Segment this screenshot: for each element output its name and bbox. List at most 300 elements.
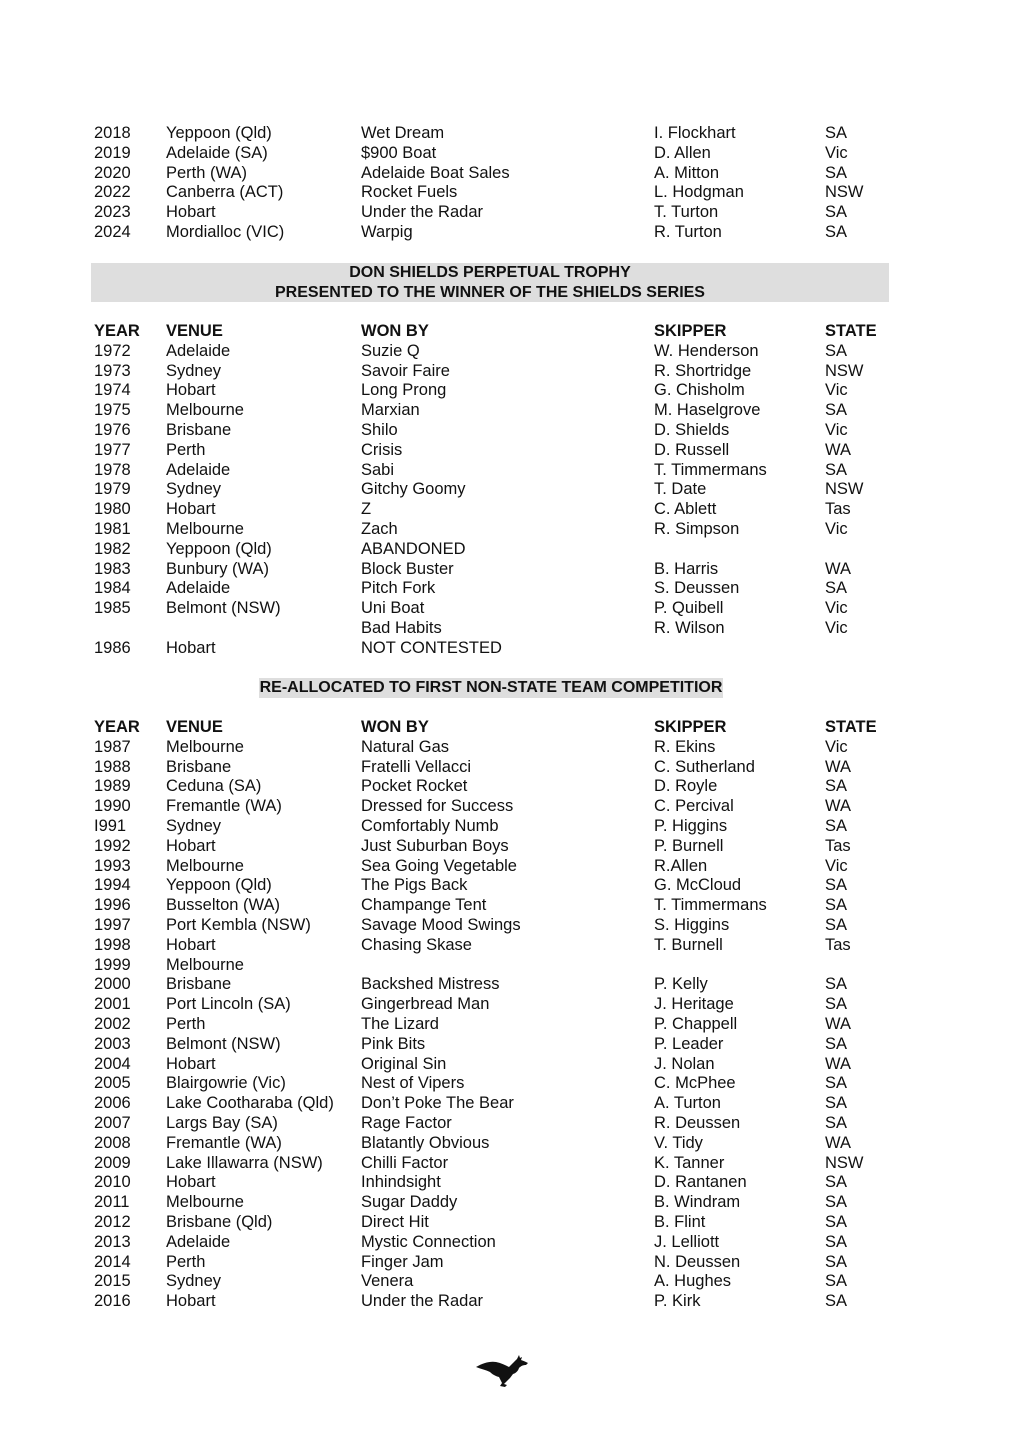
state-cell: SA (825, 816, 848, 835)
won-by-cell: Bad Habits (361, 618, 442, 637)
state-cell: Vic (825, 599, 848, 618)
year-cell: 2007 (94, 1113, 131, 1132)
year-cell: 2024 (94, 222, 131, 241)
table-row (94, 183, 894, 203)
venue-cell: Perth (WA) (166, 163, 247, 182)
year-cell: 2018 (94, 124, 131, 142)
venue-cell: Port Kembla (NSW) (166, 915, 311, 934)
venue-cell: Hobart (166, 1173, 216, 1192)
table-row (94, 777, 894, 797)
state-cell: SA (825, 1212, 848, 1231)
skipper-cell: J. Nolan (654, 1054, 715, 1073)
table-row (94, 975, 894, 995)
venue-cell: Adelaide (166, 1232, 231, 1251)
won-by-cell: Just Suburban Boys (361, 836, 509, 855)
table-row (94, 480, 894, 500)
table-row (94, 362, 894, 382)
year-cell: 1988 (94, 757, 131, 776)
venue-cell: Hobart (166, 935, 216, 954)
skipper-cell: M. Haselgrove (654, 401, 761, 420)
skipper-cell: T. Burnell (654, 935, 723, 954)
venue-cell: Lake Cootharaba (Qld) (166, 1094, 334, 1113)
state-cell: SA (825, 401, 848, 420)
state-cell: SA (825, 341, 848, 360)
venue-cell: Port Lincoln (SA) (166, 995, 291, 1014)
table-row (94, 223, 894, 243)
table-row (94, 540, 894, 560)
venue-cell: Sydney (166, 1272, 222, 1291)
year-cell: 1994 (94, 876, 131, 895)
skipper-cell: J. Lelliott (654, 1232, 720, 1251)
venue-cell: Belmont (NSW) (166, 599, 281, 618)
table-row (94, 639, 894, 659)
venue-cell: Adelaide (SA) (166, 143, 268, 162)
skipper-cell: B. Windram (654, 1193, 741, 1212)
won-by-cell: Champange Tent (361, 896, 487, 915)
skipper-cell (654, 956, 825, 976)
venue-cell: Perth (166, 1252, 206, 1271)
table-row (94, 956, 894, 976)
won-by-cell: Block Buster (361, 559, 454, 578)
header-state: STATE (825, 322, 877, 340)
year-cell: 2019 (94, 143, 131, 162)
won-by-cell: Under the Radar (361, 1292, 483, 1311)
table-row (94, 1015, 894, 1035)
won-by-cell: Original Sin (361, 1054, 447, 1073)
year-cell: 2000 (94, 975, 131, 994)
state-cell (825, 639, 894, 659)
table-row (94, 837, 894, 857)
skipper-cell: R. Shortridge (654, 361, 752, 380)
nonstate-results-table (94, 718, 894, 1312)
table-row (94, 1253, 894, 1273)
skipper-cell: S. Higgins (654, 915, 730, 934)
year-cell (94, 619, 166, 639)
skipper-cell: G. McCloud (654, 876, 742, 895)
state-cell: Vic (825, 737, 848, 756)
won-by-cell: Z (361, 500, 372, 519)
table-row (94, 797, 894, 817)
won-by-cell: Finger Jam (361, 1252, 444, 1271)
state-cell: SA (825, 876, 848, 895)
state-cell: SA (825, 1252, 848, 1271)
venue-cell: Perth (166, 1014, 206, 1033)
skipper-cell: I. Flockhart (654, 124, 736, 142)
skipper-cell: R. Deussen (654, 1113, 741, 1132)
year-cell: 1978 (94, 460, 131, 479)
header-state: STATE (825, 718, 877, 736)
won-by-cell: NOT CONTESTED (361, 638, 502, 657)
venue-cell: Hobart (166, 836, 216, 855)
state-cell: SA (825, 579, 848, 598)
venue-cell: Melbourne (166, 737, 244, 756)
state-cell: SA (825, 915, 848, 934)
venue-cell: Brisbane (Qld) (166, 1212, 273, 1231)
year-cell: 2001 (94, 995, 131, 1014)
state-cell: SA (825, 1074, 848, 1093)
table-row (94, 560, 894, 580)
state-cell: SA (825, 222, 848, 241)
table-row (94, 1134, 894, 1154)
venue-cell: Lake Illawarra (NSW) (166, 1153, 323, 1172)
won-by-cell: Blatantly Obvious (361, 1133, 490, 1152)
year-cell: 1999 (94, 955, 131, 974)
skipper-cell: B. Harris (654, 559, 719, 578)
year-cell: 2015 (94, 1272, 131, 1291)
skipper-cell: C. Percival (654, 797, 734, 816)
state-cell: WA (825, 1054, 851, 1073)
skipper-cell: V. Tidy (654, 1133, 703, 1152)
year-cell: 2012 (94, 1212, 131, 1231)
table-row (94, 1114, 894, 1134)
table-row (94, 619, 894, 639)
skipper-cell: P. Leader (654, 1034, 724, 1053)
venue-cell: Melbourne (166, 519, 244, 538)
venue-cell: Largs Bay (SA) (166, 1113, 278, 1132)
skipper-cell: B. Flint (654, 1212, 706, 1231)
won-by-cell: Wet Dream (361, 124, 445, 142)
won-by-cell: Dressed for Success (361, 797, 514, 816)
year-cell: 1990 (94, 797, 131, 816)
year-cell: 2011 (94, 1193, 130, 1212)
table-row (94, 124, 894, 144)
state-cell: WA (825, 1133, 851, 1152)
year-cell: 1993 (94, 856, 131, 875)
table-row (94, 1094, 894, 1114)
venue-cell: Hobart (166, 203, 216, 222)
table-header-row (94, 718, 894, 738)
state-cell: WA (825, 559, 851, 578)
skipper-cell: W. Henderson (654, 341, 759, 360)
table-header-row (94, 322, 894, 342)
venue-cell: Busselton (WA) (166, 896, 281, 915)
venue-cell: Sydney (166, 361, 222, 380)
skipper-cell: C. Ablett (654, 500, 717, 519)
trophy-banner (91, 263, 889, 302)
table-row (94, 1292, 894, 1312)
won-by-cell: Inhindsight (361, 1173, 441, 1192)
skipper-cell: R. Simpson (654, 519, 740, 538)
table-row (94, 1233, 894, 1253)
won-by-cell: The Pigs Back (361, 876, 468, 895)
state-cell: Vic (825, 618, 848, 637)
venue-cell: Adelaide (166, 341, 231, 360)
header-won-by: WON BY (361, 322, 429, 340)
venue-cell: Brisbane (166, 420, 232, 439)
venue-cell: Yeppoon (Qld) (166, 539, 272, 558)
table-row (94, 579, 894, 599)
state-cell: NSW (825, 361, 864, 380)
header-venue: VENUE (166, 322, 223, 340)
reallocated-title: RE-ALLOCATED TO FIRST NON-STATE TEAM COMPETITIOR (259, 679, 723, 696)
won-by-cell: $900 Boat (361, 143, 437, 162)
year-cell: 1980 (94, 500, 131, 519)
skipper-cell: A. Mitton (654, 163, 720, 182)
won-by-cell: Long Prong (361, 381, 447, 400)
won-by-cell: Savage Mood Swings (361, 915, 521, 934)
header-year: YEAR (94, 718, 140, 736)
venue-cell: Brisbane (166, 975, 232, 994)
won-by-cell: Sabi (361, 460, 395, 479)
venue-cell: Yeppoon (Qld) (166, 876, 272, 895)
won-by-cell: Venera (361, 1272, 414, 1291)
table-row (94, 1055, 894, 1075)
year-cell: 1975 (94, 401, 131, 420)
state-cell: NSW (825, 480, 864, 499)
year-cell: 1987 (94, 737, 131, 756)
table-row (94, 1035, 894, 1055)
won-by-cell: Rage Factor (361, 1113, 452, 1132)
skipper-cell: D. Rantanen (654, 1173, 747, 1192)
trophy-subtitle: PRESENTED TO THE WINNER OF THE SHIELDS SERIES (275, 283, 705, 301)
table-row (94, 520, 894, 540)
table-row (94, 1272, 894, 1292)
table-row (94, 876, 894, 896)
state-cell: Vic (825, 143, 848, 162)
skipper-cell: S. Deussen (654, 579, 740, 598)
year-cell: 1983 (94, 559, 131, 578)
table-row (94, 342, 894, 362)
skipper-cell: D. Russell (654, 440, 730, 459)
year-cell: 1996 (94, 896, 131, 915)
state-cell: WA (825, 797, 851, 816)
state-cell: Vic (825, 856, 848, 875)
skipper-cell: D. Allen (654, 143, 711, 162)
year-cell: 2009 (94, 1153, 131, 1172)
won-by-cell: Chilli Factor (361, 1153, 449, 1172)
year-cell: 2003 (94, 1034, 131, 1053)
skipper-cell: D. Royle (654, 777, 718, 796)
table-row (94, 1173, 894, 1193)
won-by-cell: Rocket Fuels (361, 183, 458, 202)
table-row (94, 857, 894, 877)
venue-cell: Perth (166, 440, 206, 459)
table-row (94, 500, 894, 520)
table-row (94, 1213, 894, 1233)
table-row (94, 401, 894, 421)
venue-cell: Canberra (ACT) (166, 183, 284, 202)
year-cell: 1972 (94, 341, 131, 360)
year-cell: 1992 (94, 836, 131, 855)
reallocated-heading (0, 678, 982, 698)
table-row (94, 817, 894, 837)
won-by-cell: Natural Gas (361, 737, 450, 756)
table-row (94, 441, 894, 461)
year-cell: 1985 (94, 599, 131, 618)
won-by-cell: Don’t Poke The Bear (361, 1094, 514, 1113)
won-by-cell: ABANDONED (361, 539, 466, 558)
skipper-cell: P. Chappell (654, 1014, 738, 1033)
year-cell: 1974 (94, 381, 131, 400)
venue-cell: Hobart (166, 1054, 216, 1073)
venue-cell: Fremantle (WA) (166, 797, 282, 816)
year-cell: 2005 (94, 1074, 131, 1093)
state-cell: SA (825, 896, 848, 915)
state-cell: SA (825, 1292, 848, 1311)
skipper-cell: C. McPhee (654, 1074, 736, 1093)
header-won-by: WON BY (361, 718, 429, 736)
won-by-cell: Gitchy Goomy (361, 480, 466, 499)
header-venue: VENUE (166, 718, 223, 736)
venue-cell: Mordialloc (VIC) (166, 222, 285, 241)
venue-cell: Brisbane (166, 757, 232, 776)
venue-cell: Belmont (NSW) (166, 1034, 281, 1053)
skipper-cell: T. Timmermans (654, 460, 767, 479)
won-by-cell: Shilo (361, 420, 398, 439)
won-by-cell: Uni Boat (361, 599, 425, 618)
state-cell: SA (825, 777, 848, 796)
won-by-cell: Adelaide Boat Sales (361, 163, 510, 182)
venue-cell: Sydney (166, 480, 222, 499)
skipper-cell: T. Date (654, 480, 707, 499)
skipper-cell: R. Turton (654, 222, 722, 241)
year-cell: 2002 (94, 1014, 131, 1033)
table-row (94, 995, 894, 1015)
table-row (94, 758, 894, 778)
skipper-cell: T. Turton (654, 203, 719, 222)
year-cell: 2010 (94, 1173, 131, 1192)
state-cell: Tas (825, 500, 851, 519)
won-by-cell: Chasing Skase (361, 935, 472, 954)
won-by-cell: Fratelli Vellacci (361, 757, 472, 776)
year-cell: 2016 (94, 1292, 131, 1311)
venue-cell: Melbourne (166, 1193, 244, 1212)
skipper-cell (654, 639, 825, 659)
table-row (94, 599, 894, 619)
year-cell: 2023 (94, 203, 131, 222)
header-skipper: SKIPPER (654, 718, 727, 736)
won-by-cell: Pocket Rocket (361, 777, 468, 796)
skipper-cell (654, 540, 825, 560)
year-cell: 1977 (94, 440, 131, 459)
year-cell: I991 (94, 816, 127, 835)
venue-cell: Adelaide (166, 579, 231, 598)
won-by-cell: Mystic Connection (361, 1232, 496, 1251)
state-cell: Tas (825, 836, 851, 855)
year-cell: 1997 (94, 915, 131, 934)
year-cell: 2013 (94, 1232, 131, 1251)
year-cell: 2020 (94, 163, 131, 182)
skipper-cell: G. Chisholm (654, 381, 745, 400)
state-cell: NSW (825, 1153, 864, 1172)
venue-cell: Blairgowrie (Vic) (166, 1074, 286, 1093)
table-row (94, 1193, 894, 1213)
table-row (94, 203, 894, 223)
state-cell: SA (825, 975, 848, 994)
state-cell: SA (825, 995, 848, 1014)
table-row (94, 896, 894, 916)
skipper-cell: R. Ekins (654, 737, 716, 756)
venue-cell: Sydney (166, 816, 222, 835)
state-cell: WA (825, 440, 851, 459)
year-cell: 1973 (94, 361, 131, 380)
venue-cell: Hobart (166, 500, 216, 519)
year-cell: 1989 (94, 777, 131, 796)
state-cell: WA (825, 1014, 851, 1033)
won-by-cell: Backshed Mistress (361, 975, 500, 994)
skipper-cell: T. Timmermans (654, 896, 767, 915)
venue-cell: Bunbury (WA) (166, 559, 269, 578)
kangaroo-icon (474, 1354, 530, 1390)
won-by-cell: Gingerbread Man (361, 995, 490, 1014)
skipper-cell: L. Hodgman (654, 183, 744, 202)
skipper-cell: P. Kirk (654, 1292, 701, 1311)
year-cell: 1981 (94, 519, 131, 538)
venue-cell: Hobart (166, 1292, 216, 1311)
skipper-cell: J. Heritage (654, 995, 734, 1014)
won-by-cell: Crisis (361, 440, 403, 459)
table-row (94, 916, 894, 936)
state-cell: Vic (825, 420, 848, 439)
won-by-cell: Sea Going Vegetable (361, 856, 517, 875)
skipper-cell: P. Quibell (654, 599, 724, 618)
table-row (94, 1154, 894, 1174)
year-cell: 1984 (94, 579, 131, 598)
state-cell: SA (825, 163, 848, 182)
venue-cell: Adelaide (166, 460, 231, 479)
table-row (94, 421, 894, 441)
state-cell: SA (825, 1173, 848, 1192)
state-cell: SA (825, 1193, 848, 1212)
won-by-cell: Nest of Vipers (361, 1074, 465, 1093)
state-cell: SA (825, 1232, 848, 1251)
state-cell: SA (825, 203, 848, 222)
state-cell: SA (825, 1094, 848, 1113)
venue-cell: Melbourne (166, 401, 244, 420)
won-by-cell: Suzie Q (361, 341, 420, 360)
venue-cell: Melbourne (166, 955, 244, 974)
venue-cell: Hobart (166, 638, 216, 657)
year-cell: 2008 (94, 1133, 131, 1152)
skipper-cell: K. Tanner (654, 1153, 725, 1172)
header-year: YEAR (94, 322, 140, 340)
year-cell: 2014 (94, 1252, 131, 1271)
year-cell: 2004 (94, 1054, 131, 1073)
skipper-cell: N. Deussen (654, 1252, 741, 1271)
year-cell: 2022 (94, 183, 131, 202)
top-results-table (94, 124, 894, 243)
won-by-cell: Under the Radar (361, 203, 483, 222)
state-cell: Tas (825, 935, 851, 954)
won-by-cell (361, 956, 654, 976)
year-cell: 1982 (94, 539, 131, 558)
header-skipper: SKIPPER (654, 322, 727, 340)
won-by-cell: Warpig (361, 222, 413, 241)
skipper-cell: C. Sutherland (654, 757, 755, 776)
year-cell: 1976 (94, 420, 131, 439)
venue-cell (166, 619, 361, 639)
state-cell: WA (825, 757, 851, 776)
won-by-cell: Marxian (361, 401, 420, 420)
venue-cell: Hobart (166, 381, 216, 400)
table-row (94, 144, 894, 164)
table-row (94, 461, 894, 481)
state-cell: SA (825, 124, 848, 142)
venue-cell: Fremantle (WA) (166, 1133, 282, 1152)
state-cell (825, 956, 894, 976)
state-cell: Vic (825, 381, 848, 400)
table-row (94, 164, 894, 184)
state-cell: SA (825, 1272, 848, 1291)
venue-cell: Yeppoon (Qld) (166, 124, 272, 142)
skipper-cell: R.Allen (654, 856, 708, 875)
state-cell: NSW (825, 183, 864, 202)
won-by-cell: Pink Bits (361, 1034, 426, 1053)
won-by-cell: Pitch Fork (361, 579, 436, 598)
venue-cell: Ceduna (SA) (166, 777, 262, 796)
trophy-title: DON SHIELDS PERPETUAL TROPHY (349, 264, 631, 281)
state-cell: SA (825, 460, 848, 479)
